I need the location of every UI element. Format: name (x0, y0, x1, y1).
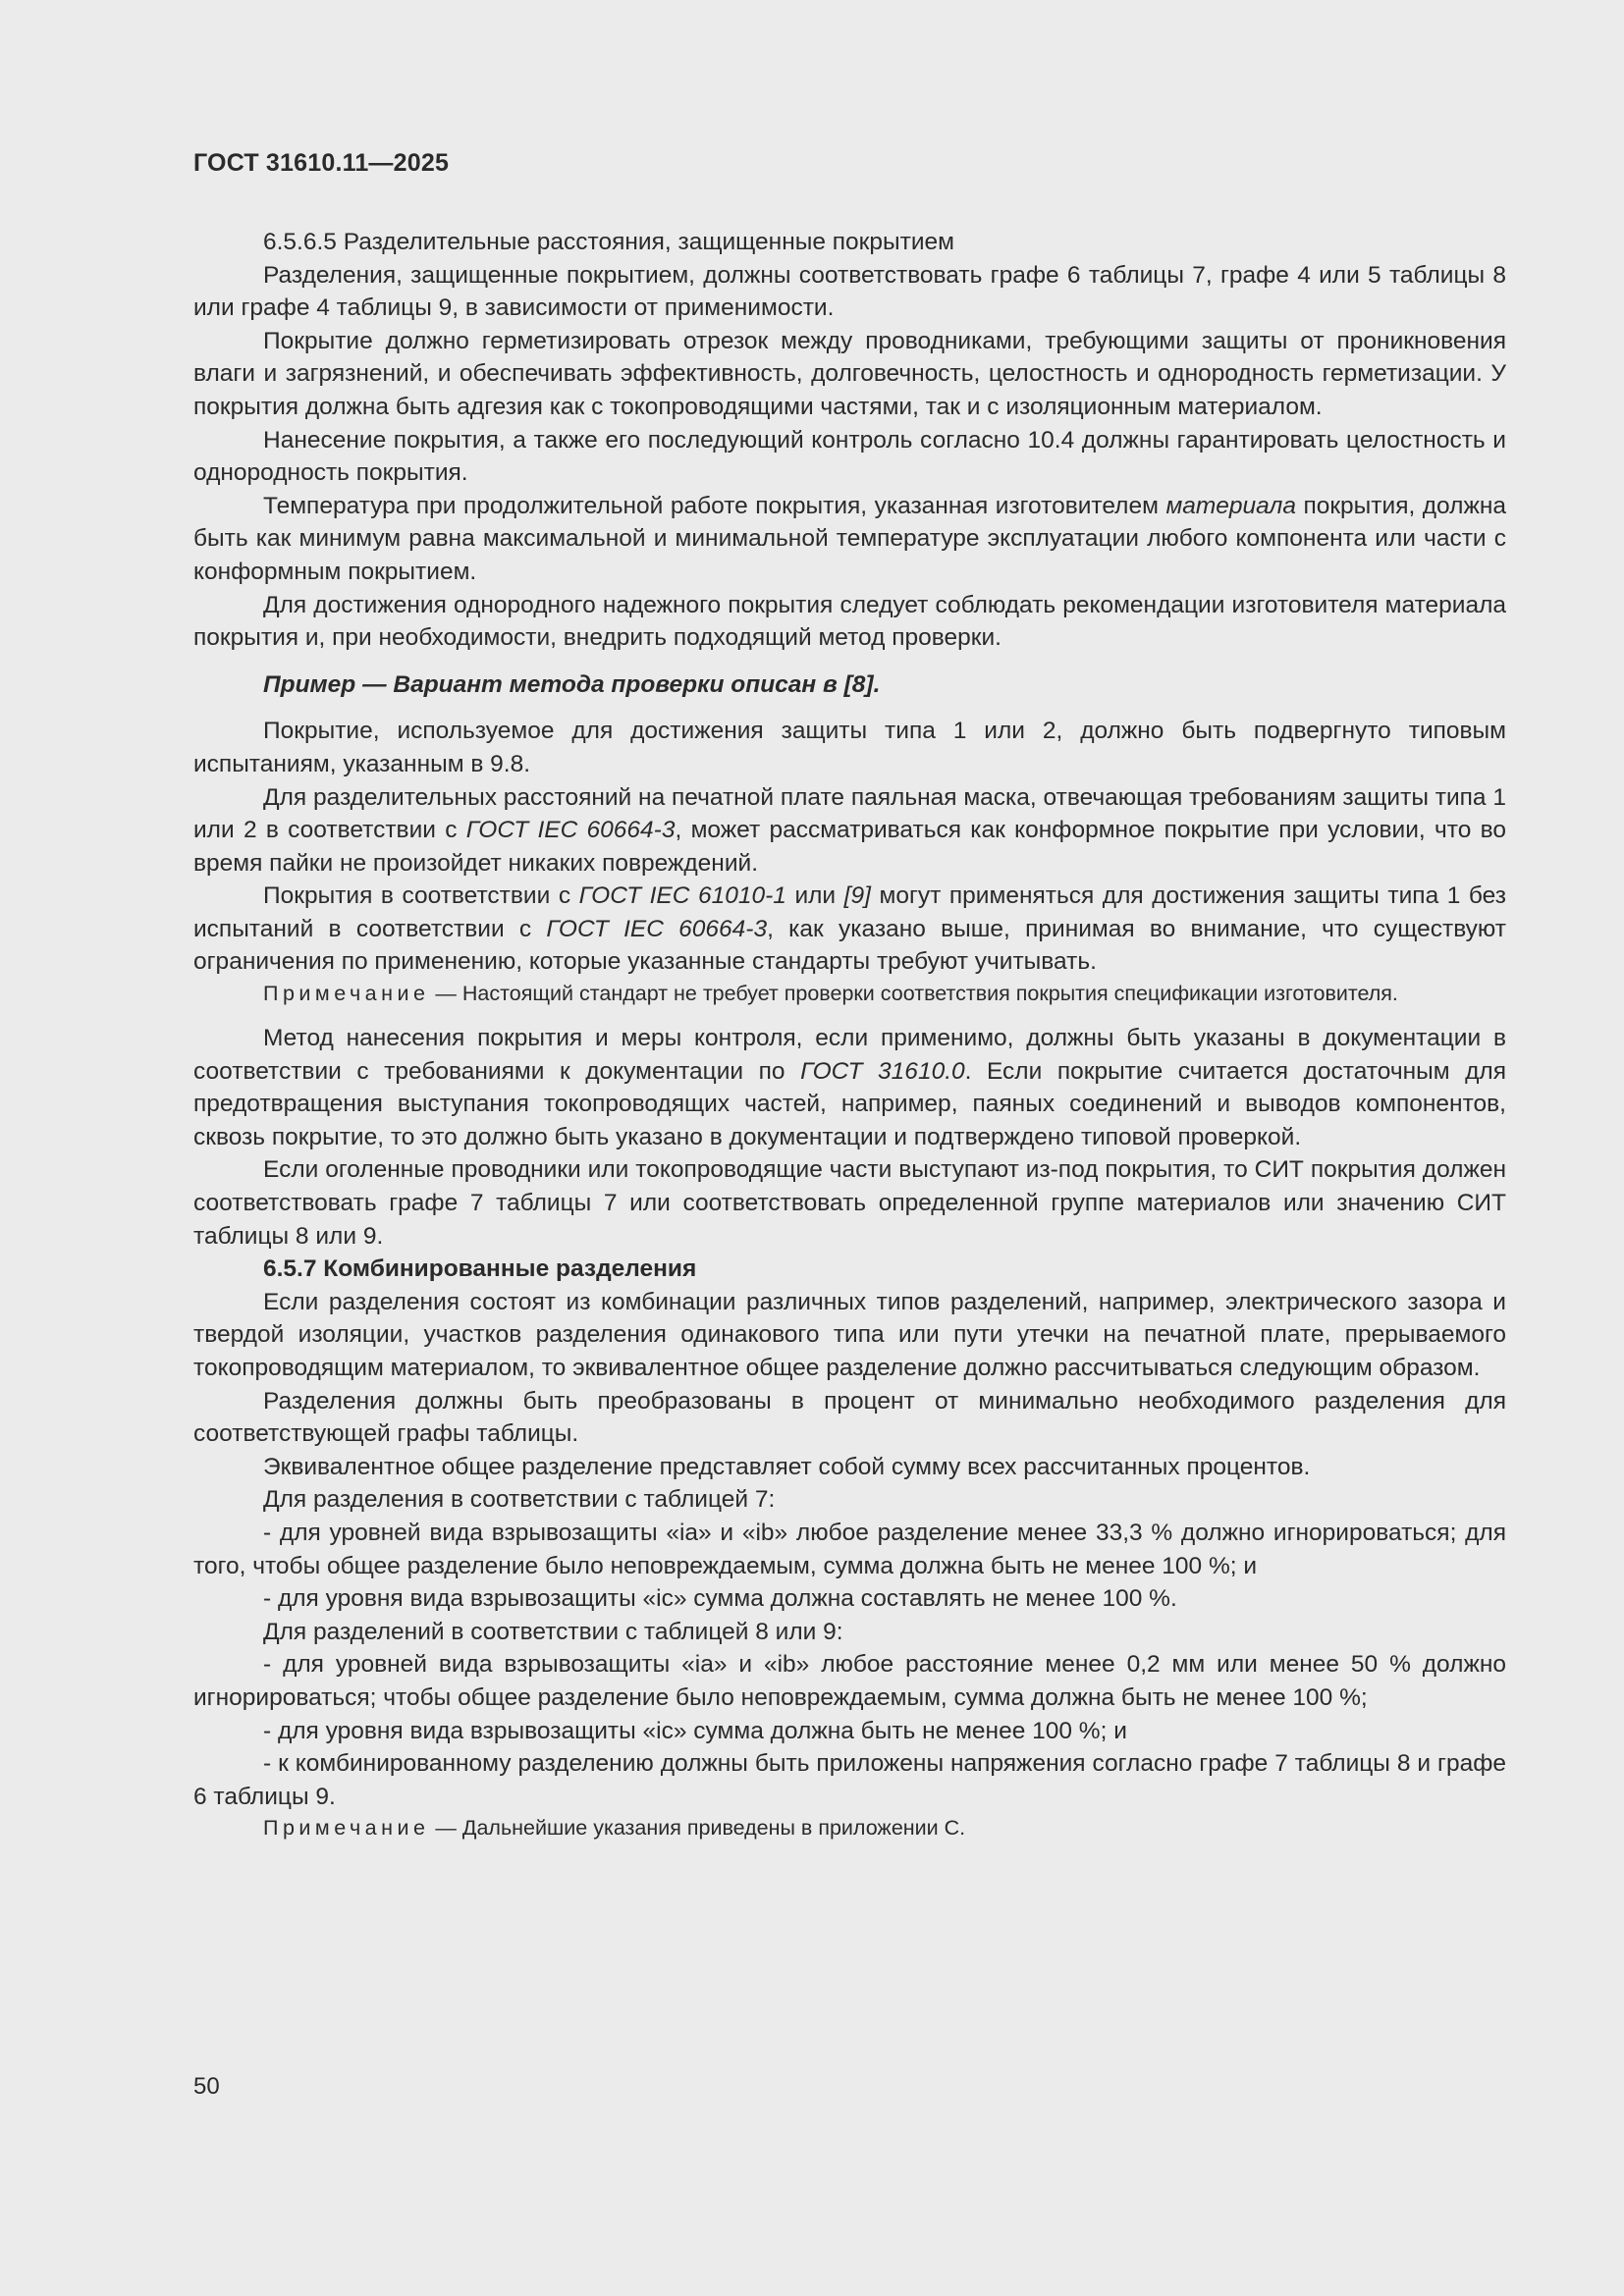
paragraph: Для разделения в соответствии с таблицей 7: (263, 1486, 776, 1514)
note: Примечание — Дальнейшие указания приведены в приложении С. (263, 1816, 966, 1841)
paragraph: Для разделительных расстояний на печатной плате паяльная маска, отвечающая требованиям защиты типа 1 или 2 в соответствии с ГОСТ IEC 60664-3, может рассматриваться как конформное покрытие при условии, что во время пайки не произойдет никаких повреждений. (193, 783, 1506, 877)
paragraph: Разделения, защищенные покрытием, должны соответствовать графе 6 таблицы 7, графе 4 или 5 таблицы 8 или графе 4 таблицы 9, в зависимости от применимости. (193, 261, 1506, 322)
list-item: - для уровней вида взрывозащиты «ia» и «ib» любое расстояние менее 0,2 мм или менее 50 % должно игнорироваться; чтобы общее разделение было неповреждаемым, сумма должна быть не менее 100 %; (193, 1651, 1506, 1711)
paragraph: Метод нанесения покрытия и меры контроля, если применимо, должны быть указаны в документации в соответствии с требованиями к документации по ГОСТ 31610.0. Если покрытие считается достаточным для предотвращения выступания токопроводящих частей, например, паяных соединений и выводов компонентов, сквозь покрытие, то это должно быть указано в документации и подтверждено типовой проверкой. (193, 1025, 1506, 1150)
paragraph: Разделения должны быть преобразованы в процент от минимально необходимого разделения для соответствующей графы таблицы. (193, 1387, 1506, 1448)
note: Примечание — Настоящий стандарт не требует проверки соответствия покрытия спецификации изготовителя. (263, 982, 1398, 1006)
paragraph: Эквивалентное общее разделение представляет собой сумму всех рассчитанных процентов. (263, 1453, 1311, 1480)
section-heading-6-5-7: 6.5.7 Комбинированные разделения (263, 1255, 697, 1283)
example-text: Пример — Вариант метода проверки описан в [8]. (263, 670, 881, 698)
paragraph: Нанесение покрытия, а также его последующий контроль согласно 10.4 должны гарантировать целостность и однородность покрытия. (193, 426, 1506, 487)
page-number: 50 (193, 2073, 220, 2100)
paragraph: Температура при продолжительной работе покрытия, указанная изготовителем материала покрытия, должна быть как минимум равна максимальной и минимальной температуре эксплуатации любого компонента или части с конформным покрытием. (193, 492, 1506, 585)
paragraph: Если оголенные проводники или токопроводящие части выступают из-под покрытия, то СИТ покрытия должен соответствовать графе 7 таблицы 7 или соответствовать определенной группе материалов или значению СИТ таблицы 8 или 9. (193, 1156, 1506, 1250)
paragraph: Покрытие, используемое для достижения защиты типа 1 или 2, должно быть подвергнуто типовым испытаниям, указанным в 9.8. (193, 718, 1506, 777)
document-body (193, 226, 1506, 1842)
note-label: Примечание (263, 1816, 430, 1841)
note-label: Примечание (263, 982, 430, 1006)
paragraph: Для достижения однородного надежного покрытия следует соблюдать рекомендации изготовителя материала покрытия и, при необходимости, внедрить подходящий метод проверки. (193, 591, 1506, 652)
document-header: ГОСТ 31610.11—2025 (193, 149, 450, 177)
paragraph: Покрытие должно герметизировать отрезок между проводниками, требующими защиты от проникновения влаги и загрязнений, и обеспечивать эффективность, долговечность, целостность и однородность герметизации. У покрытия должна быть адгезия как с токопроводящими частями, так и с изоляционным материалом. (193, 327, 1506, 420)
list-item: - для уровней вида взрывозащиты «ia» и «ib» любое разделение менее 33,3 % должно игнорироваться; для того, чтобы общее разделение было неповреждаемым, сумма должна быть не менее 100 %; и (193, 1519, 1506, 1579)
paragraph: Покрытия в соответствии с ГОСТ IEC 61010-1 или [9] могут применяться для достижения защиты типа 1 без испытаний в соответствии с ГОСТ IEC 60664-3, как указано выше, принимая во внимание, что существуют ограничения по применению, которые указанные стандарты требуют учитывать. (193, 882, 1506, 976)
paragraph: Если разделения состоят из комбинации различных типов разделений, например, электрического зазора и твердой изоляции, участков разделения одинакового типа или пути утечки на печатной плате, прерываемого токопроводящим материалом, то эквивалентное общее разделение должно рассчитываться следующим образом. (193, 1288, 1506, 1381)
section-heading-6-5-6-5: 6.5.6.5 Разделительные расстояния, защищенные покрытием (263, 229, 955, 255)
list-item: - для уровня вида взрывозащиты «ic» сумма должна быть не менее 100 %; и (263, 1717, 1127, 1744)
paragraph: Для разделений в соответствии с таблицей 8 или 9: (263, 1618, 843, 1645)
list-item: - для уровня вида взрывозащиты «ic» сумма должна составлять не менее 100 %. (263, 1585, 1177, 1613)
list-item: - к комбинированному разделению должны быть приложены напряжения согласно графе 7 таблицы 8 и графе 6 таблицы 9. (193, 1750, 1506, 1810)
